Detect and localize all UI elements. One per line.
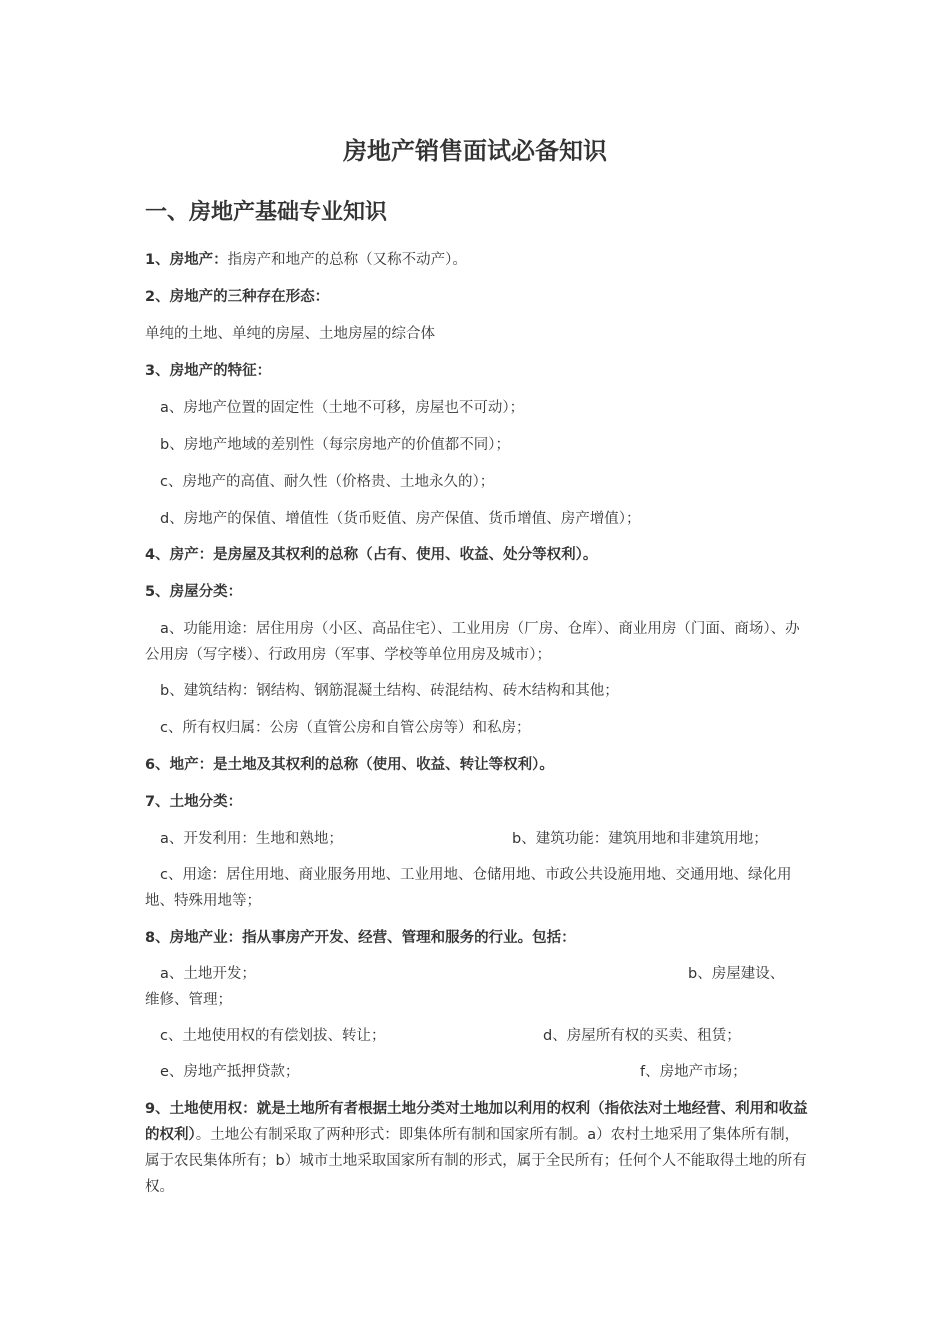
item-9 <box>145 1096 810 1200</box>
item-3-d: d、房地产的保值、增值性（货币贬值、房产保值、货币增值、房产增值）； <box>160 511 641 527</box>
item-8-f: f、房地产市场； <box>640 1064 747 1080</box>
item-5 <box>145 579 810 605</box>
item-4 <box>145 542 810 568</box>
item-5-a: a、功能用途：居住用房（小区、高品住宅）、工业用房（厂房、仓库）、商业用房（门面、商场）、办公用房（写字楼）、行政用房（军事、学校等单位用房及城市）； <box>145 621 800 663</box>
item-6-number: 6、 <box>145 757 170 773</box>
item-5-b: b、建筑结构：钢结构、钢筋混凝土结构、砖混结构、砖木结构和其他； <box>160 683 619 699</box>
item-8-text: 房地产业：指从事房产开发、经营、管理和服务的行业。包括： <box>169 930 576 946</box>
item-1-term: 房地产： <box>169 252 228 268</box>
item-1 <box>145 247 810 273</box>
item-1-text: 指房产和地产的总称（又称不动产）。 <box>227 252 467 268</box>
item-8-a: a、土地开发； <box>160 966 256 982</box>
item-7-term: 土地分类： <box>169 794 243 810</box>
item-5-c: c、所有权归属：公房（直管公房和自管公房等）和私房； <box>160 720 531 736</box>
item-2-term: 房地产的三种存在形态： <box>169 289 330 305</box>
item-8 <box>145 925 810 951</box>
item-5-number: 5、 <box>145 584 170 600</box>
section-heading-basic-knowledge: 一、房地产基础专业知识 <box>145 200 388 225</box>
item-8-d: d、房屋所有权的买卖、租赁； <box>543 1028 741 1044</box>
item-7-b: b、建筑功能：建筑用地和非建筑用地； <box>512 831 768 847</box>
item-9-number: 9、 <box>145 1101 170 1117</box>
item-8-e: e、房地产抵押贷款； <box>160 1064 300 1080</box>
item-7-a: a、开发利用：生地和熟地； <box>160 831 343 847</box>
item-8-b: b、房屋建设、 <box>688 966 785 982</box>
item-9-text: 。土地公有制采取了两种形式：即集体所有制和国家所有制。a）农村土地采用了集体所有制，属于农民集体所有；b）城市土地采取国家所有制的形式，属于全民所有；任何个人不能取得土地的所有权。 <box>145 1127 807 1195</box>
item-3-number: 3、 <box>145 363 170 379</box>
item-2-text: 单纯的土地、单纯的房屋、土地房屋的综合体 <box>145 326 435 342</box>
item-5-term: 房屋分类： <box>169 584 243 600</box>
item-3-a: a、房地产位置的固定性（土地不可移，房屋也不可动）； <box>160 400 525 416</box>
item-7-c: c、用途：居住用地、商业服务用地、工业用地、仓储用地、市政公共设施用地、交通用地、绿化用地、特殊用地等； <box>145 867 792 909</box>
item-6 <box>145 752 810 778</box>
item-9-bold-text: 土地使用权：就是土地所有者根据土地分类对土地加以利用的权利（指依法对土地经营、利用和收益的权利） <box>145 1101 808 1143</box>
item-6-text: 地产：是土地及其权利的总称（使用、收益、转让等权利）。 <box>169 757 554 773</box>
item-3 <box>145 358 810 384</box>
item-3-c: c、房地产的高值、耐久性（价格贵、土地永久的）； <box>160 474 495 490</box>
item-3-b: b、房地产地域的差别性（每宗房地产的价值都不同）； <box>160 437 510 453</box>
item-8-c: c、土地使用权的有偿划拔、转让； <box>160 1028 386 1044</box>
document-title: 房地产销售面试必备知识 <box>343 137 607 165</box>
item-2-number: 2、 <box>145 289 170 305</box>
item-7-number: 7、 <box>145 794 170 810</box>
item-4-text: 房产：是房屋及其权利的总称（占有、使用、收益、处分等权利）。 <box>169 547 598 563</box>
item-3-term: 房地产的特征： <box>169 363 272 379</box>
item-1-number: 1、 <box>145 252 170 268</box>
item-8-number: 8、 <box>145 930 170 946</box>
item-4-number: 4、 <box>145 547 170 563</box>
item-8-b-cont: 维修、管理； <box>145 992 232 1008</box>
item-2 <box>145 284 810 310</box>
item-7 <box>145 789 810 815</box>
